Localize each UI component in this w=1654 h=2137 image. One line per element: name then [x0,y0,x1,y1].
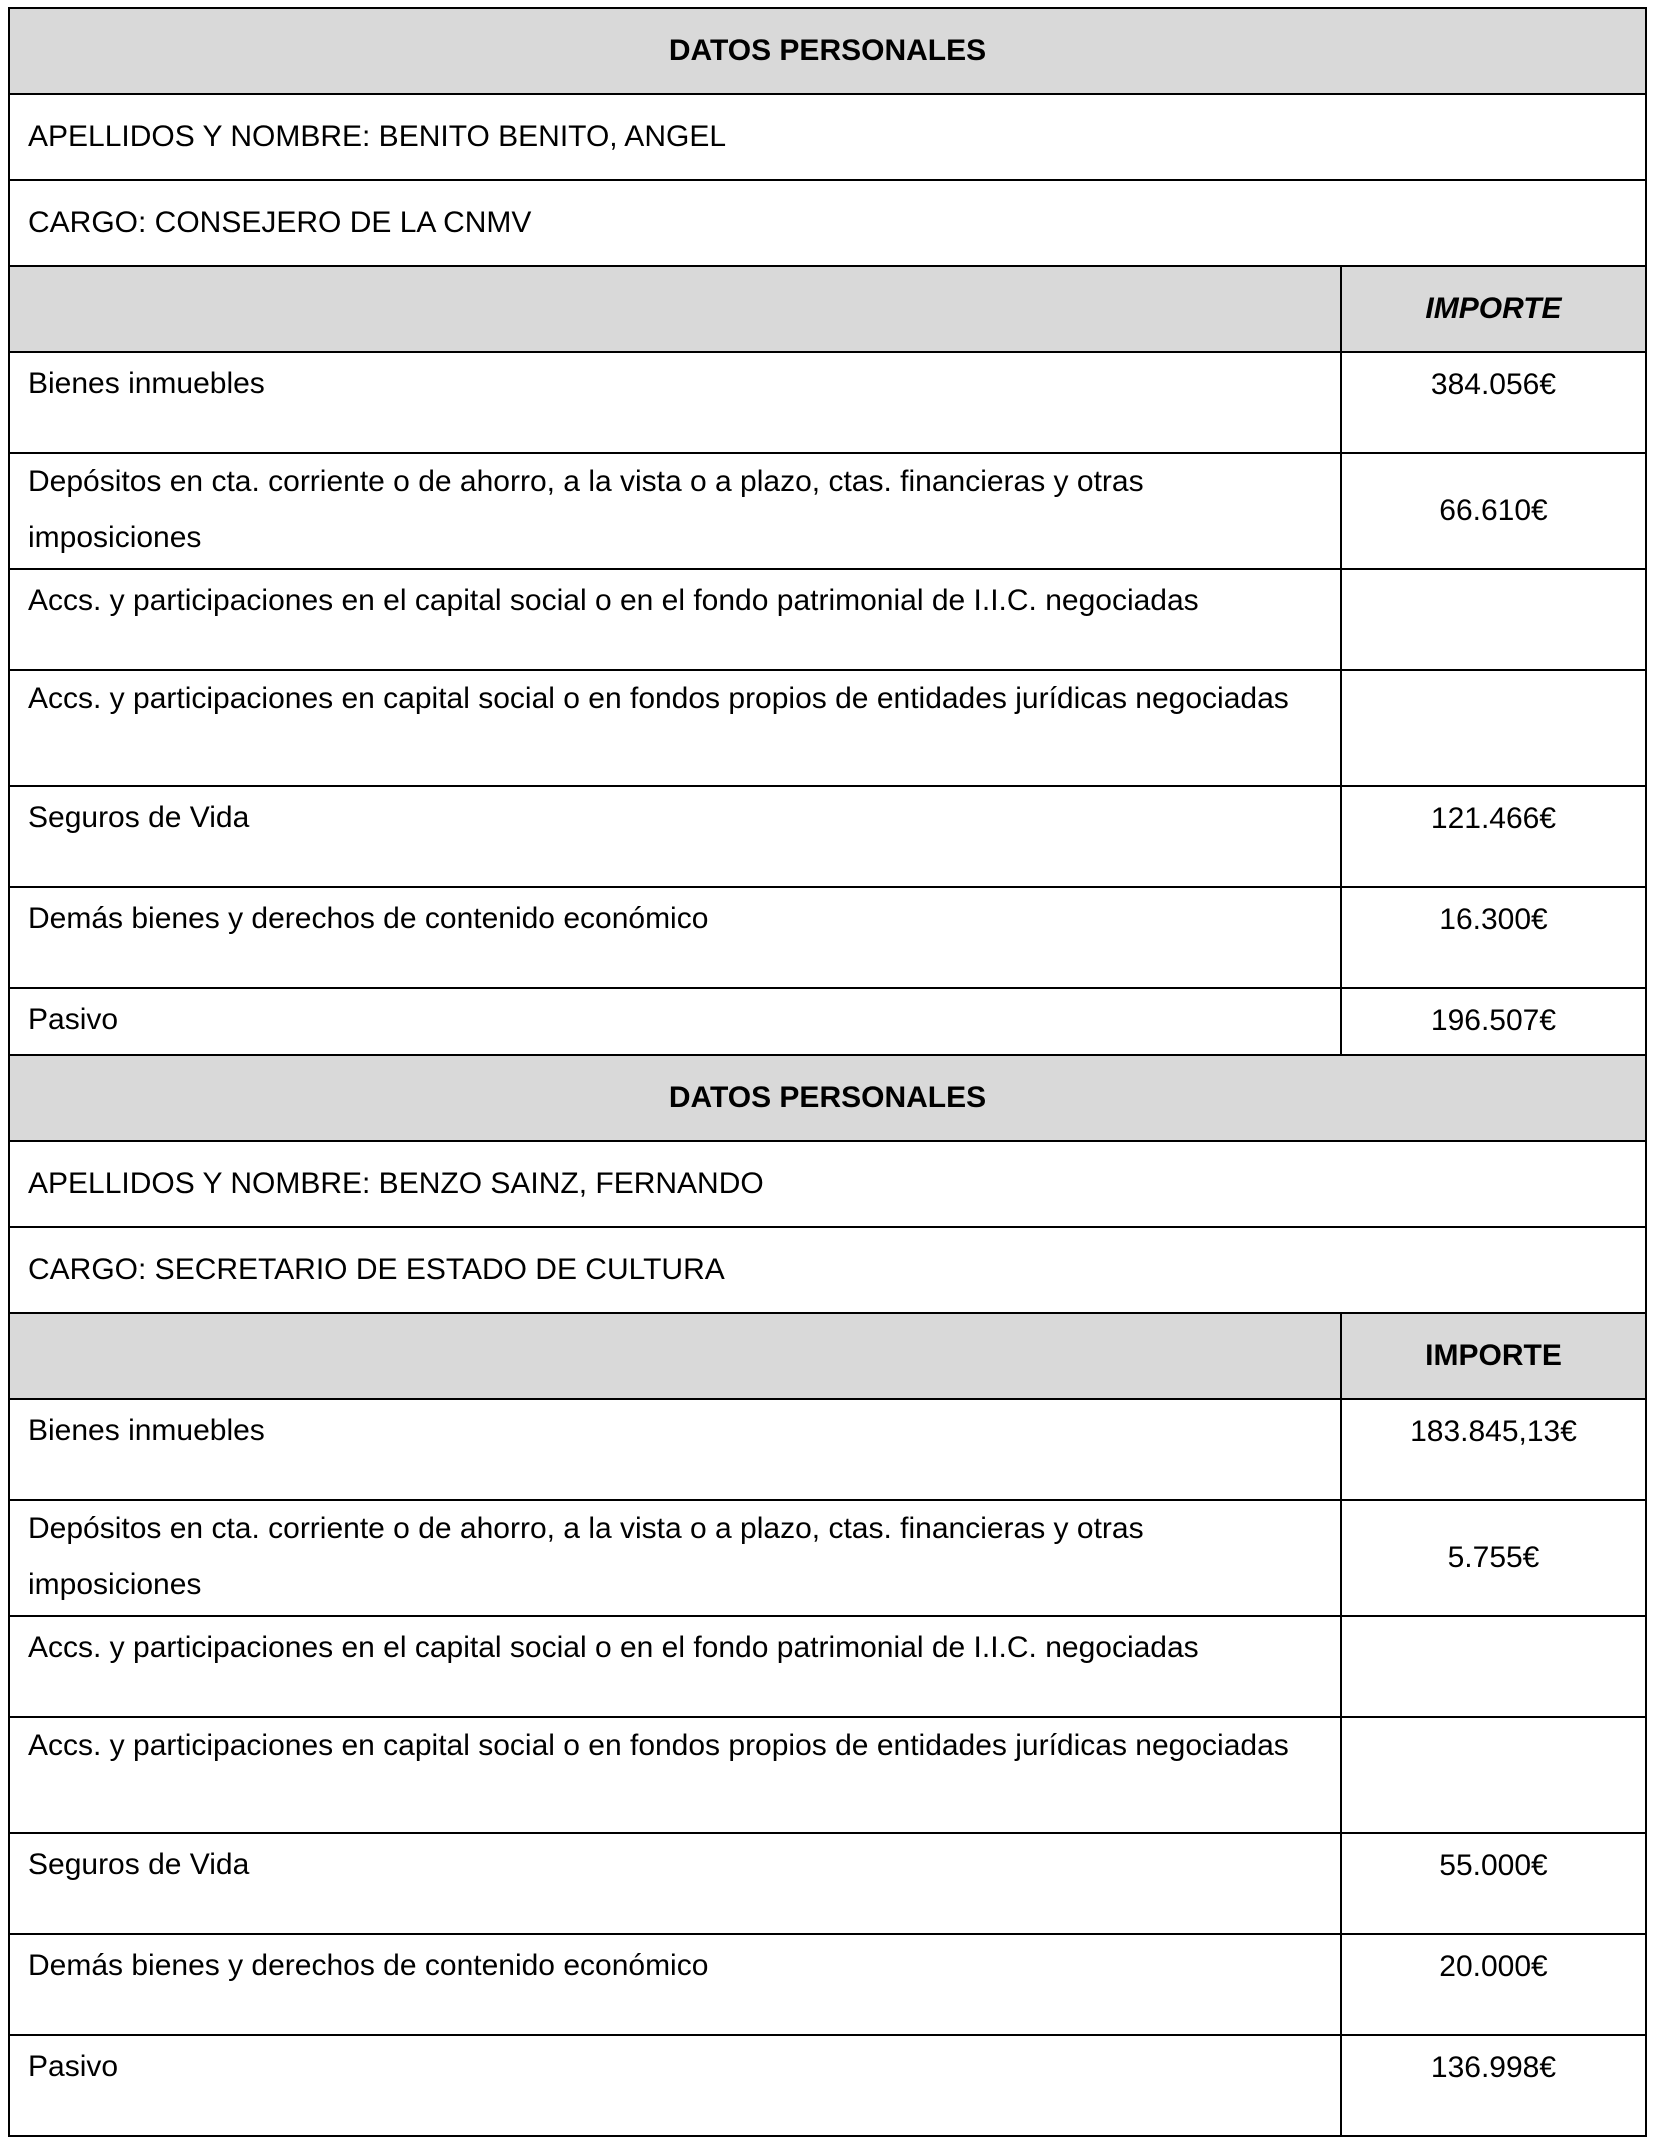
table-row [9,786,1646,887]
declaration-table-1 [8,7,1647,1090]
table-row [9,1616,1646,1717]
row-value: 5.755€ [1341,1500,1646,1616]
row-label: Demás bienes y derechos de contenido económico [9,887,1341,988]
row-label: Bienes inmuebles [9,1399,1341,1500]
table-row [9,670,1646,786]
row-value: 196.507€ [1341,988,1646,1089]
cargo-line: CARGO: SECRETARIO DE ESTADO DE CULTURA [9,1227,1646,1313]
row-label: Demás bienes y derechos de contenido económico [9,1934,1341,2035]
table-row [9,453,1646,569]
row-value: 136.998€ [1341,2035,1646,2136]
row-value: 121.466€ [1341,786,1646,887]
table-row [9,1500,1646,1616]
cargo-line: CARGO: CONSEJERO DE LA CNMV [9,180,1646,266]
header-blank-cell [9,266,1341,352]
table-row [9,1717,1646,1833]
row-value: 384.056€ [1341,352,1646,453]
row-value: 55.000€ [1341,1833,1646,1934]
row-value: 183.845,13€ [1341,1399,1646,1500]
row-label: Depósitos en cta. corriente o de ahorro, a la vista o a plazo, ctas. financieras y otras imposiciones [9,1500,1341,1616]
row-label: Accs. y participaciones en el capital social o en el fondo patrimonial de I.I.C. negociadas [9,1616,1341,1717]
row-label: Seguros de Vida [9,786,1341,887]
section-title: DATOS PERSONALES [9,8,1646,94]
row-label: Pasivo [9,2035,1341,2136]
row-value [1341,569,1646,670]
name-line: APELLIDOS Y NOMBRE: BENITO BENITO, ANGEL [9,94,1646,180]
row-value [1341,1717,1646,1833]
table-row [9,569,1646,670]
row-value: 20.000€ [1341,1934,1646,2035]
table-row [9,887,1646,988]
table-row [9,2035,1646,2136]
row-value [1341,1616,1646,1717]
row-label: Pasivo [9,988,1341,1089]
name-line: APELLIDOS Y NOMBRE: BENZO SAINZ, FERNANDO [9,1141,1646,1227]
table-row [9,1399,1646,1500]
row-label: Accs. y participaciones en capital social o en fondos propios de entidades jurídicas negociadas [9,1717,1341,1833]
amount-header: IMPORTE [1341,266,1646,352]
row-label: Seguros de Vida [9,1833,1341,1934]
row-value [1341,670,1646,786]
row-label: Accs. y participaciones en capital social o en fondos propios de entidades jurídicas negociadas [9,670,1341,786]
row-value: 66.610€ [1341,453,1646,569]
section-title: DATOS PERSONALES [9,1055,1646,1141]
row-value: 16.300€ [1341,887,1646,988]
table-row [9,1833,1646,1934]
row-label: Accs. y participaciones en el capital social o en el fondo patrimonial de I.I.C. negociadas [9,569,1341,670]
table-row [9,352,1646,453]
declaration-table-2 [8,1054,1647,2137]
header-blank-cell [9,1313,1341,1399]
row-label: Bienes inmuebles [9,352,1341,453]
row-label: Depósitos en cta. corriente o de ahorro, a la vista o a plazo, ctas. financieras y otras imposiciones [9,453,1341,569]
table-row [9,1934,1646,2035]
amount-header: IMPORTE [1341,1313,1646,1399]
